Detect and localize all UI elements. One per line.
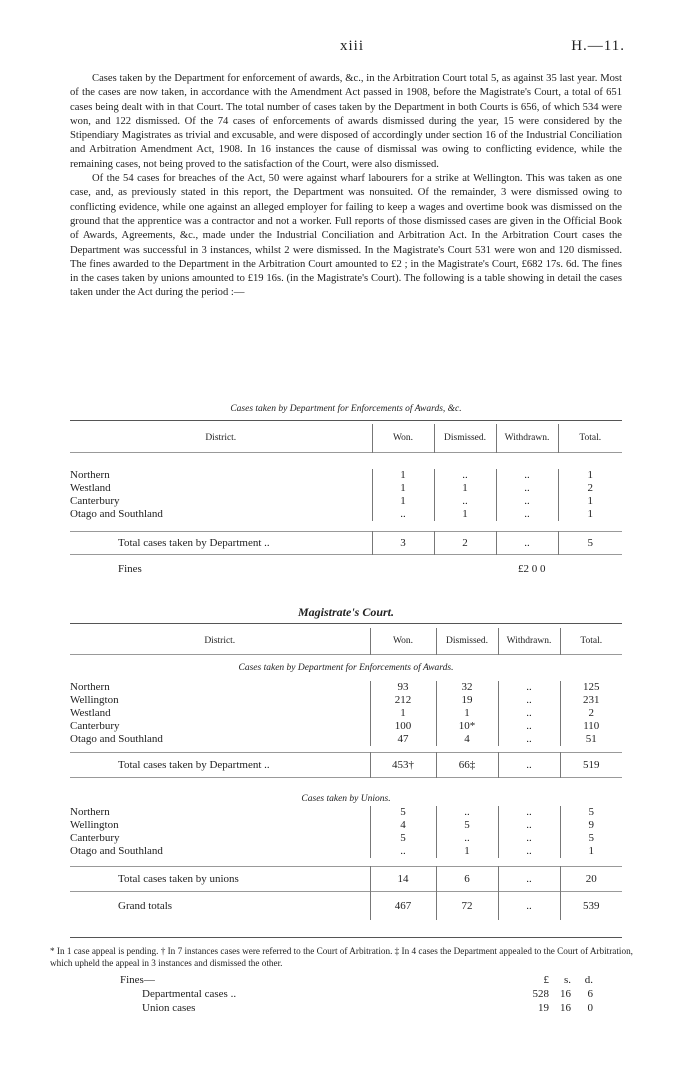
fines-label: Departmental cases ..: [142, 988, 237, 1000]
cell-won: ..: [370, 845, 436, 858]
grand-total-row: [70, 892, 622, 921]
cell-total: 5: [558, 532, 622, 555]
cell-total: 1: [558, 469, 622, 482]
total-label: Grand totals: [118, 899, 173, 912]
cell-withdrawn: ..: [496, 508, 558, 521]
cell-total: 1: [558, 495, 622, 508]
cell-dismissed: 1: [436, 845, 498, 858]
fines-label: Union cases: [142, 1002, 196, 1014]
page-header: [70, 38, 625, 58]
cell-total: 125: [560, 681, 622, 694]
cell-dismissed: 1: [434, 482, 496, 495]
total-label: Total cases taken by Department ..: [118, 536, 270, 549]
cell-dismissed: ..: [436, 806, 498, 819]
pounds-header: £: [543, 974, 549, 986]
cell-withdrawn: ..: [498, 845, 560, 858]
district-name: Canterbury: [70, 495, 120, 507]
fines-row: [70, 1001, 594, 1015]
paragraph: Cases taken by the Department for enforcement of awards, &c., in the Arbitration Court total 5, as against 35 last year. Most of the cases are now taken, in accordance with the Amendment Act passed in 1908, before the Magistrate's Court, a total of 651 cases being dealt with in that Court. The total number of cases taken by the Department in both Courts is 656, of which 534 were won, and 122 dismissed. Of the 74 cases of enforcements of awards dismissed during the year, 15 were considered by the Stipendiary Magistrates as trivial and excusable, and were disposed of accordingly under section 16 of the Industrial Conciliation and Arbitration Amendment Act, 1908. In 16 instances the cause of dismissal was owing to conflicting evidence, while the remaining cases, not being proved to the satisfaction of the Court, were also dismissed.: [70, 73, 622, 170]
pounds-value: 528: [532, 988, 549, 1000]
cell-total: 539: [560, 892, 622, 921]
table-row: [70, 819, 622, 832]
fines-row: [70, 987, 594, 1001]
cell-dismissed: 32: [436, 681, 498, 694]
col-header: District.: [205, 432, 237, 443]
cell-won: 5: [370, 806, 436, 819]
cell-dismissed: 5: [436, 819, 498, 832]
cell-won: 1: [370, 707, 436, 720]
district-name: Otago and Southland: [70, 733, 163, 745]
table-row: [70, 845, 622, 858]
district-name: Otago and Southland: [70, 845, 163, 857]
cell-total: 5: [560, 832, 622, 845]
col-header: Dismissed.: [434, 424, 496, 453]
cell-dismissed: 1: [434, 508, 496, 521]
cell-won: 1: [372, 469, 434, 482]
union-total-row: [70, 867, 622, 892]
table-header-row: [70, 628, 622, 655]
fines-row: [70, 563, 622, 576]
cell-withdrawn: ..: [498, 707, 560, 720]
table-row: [70, 469, 622, 482]
cell-won: 1: [372, 482, 434, 495]
district-name: Wellington: [70, 819, 119, 831]
cell-won: ..: [372, 508, 434, 521]
cell-withdrawn: ..: [496, 495, 558, 508]
cell-won: 3: [372, 532, 434, 555]
col-header: Total.: [560, 628, 622, 655]
table1-caption: Cases taken by Department for Enforcements of Awards, &c.: [230, 404, 462, 414]
fines-summary: [70, 973, 594, 1015]
cell-won: 212: [370, 694, 436, 707]
cell-total: 20: [560, 867, 622, 892]
cell-withdrawn: ..: [496, 482, 558, 495]
cell-dismissed: 1: [436, 707, 498, 720]
district-name: Northern: [70, 469, 110, 481]
pounds-value: 19: [538, 1002, 549, 1014]
col-header: Dismissed.: [436, 628, 498, 655]
cell-won: 467: [370, 892, 436, 921]
cell-withdrawn: ..: [498, 819, 560, 832]
district-name: Northern: [70, 806, 110, 818]
cell-won: 100: [370, 720, 436, 733]
dept-total-row: [70, 753, 622, 778]
cell-withdrawn: ..: [496, 532, 558, 555]
cell-total: 2: [560, 707, 622, 720]
arbitration-table: [70, 424, 622, 576]
cell-withdrawn: ..: [498, 832, 560, 845]
page-number: xiii: [340, 38, 365, 54]
table-row: [70, 694, 622, 707]
unions-caption: Cases taken by Unions.: [301, 794, 391, 804]
district-name: Wellington: [70, 694, 119, 706]
table-row: [70, 720, 622, 733]
district-name: Northern: [70, 681, 110, 693]
cell-total: 2: [558, 482, 622, 495]
district-name: Canterbury: [70, 720, 120, 732]
cell-total: 110: [560, 720, 622, 733]
cell-total: 5: [560, 806, 622, 819]
dept-caption: Cases taken by Department for Enforcements of Awards.: [238, 662, 454, 673]
cell-won: 1: [372, 495, 434, 508]
col-header: Total.: [558, 424, 622, 453]
fines-value: £2 0 0: [518, 563, 546, 575]
table-header-row: [70, 424, 622, 453]
table-row: [70, 806, 622, 819]
cell-dismissed: 2: [434, 532, 496, 555]
table-row: [70, 508, 622, 521]
col-header: District.: [204, 635, 236, 646]
district-name: Otago and Southland: [70, 508, 163, 520]
pence-header: d.: [584, 974, 593, 986]
cell-dismissed: 4: [436, 733, 498, 746]
cell-withdrawn: ..: [498, 694, 560, 707]
cell-withdrawn: ..: [498, 681, 560, 694]
table-row: [70, 681, 622, 694]
cell-withdrawn: ..: [498, 720, 560, 733]
table-row: [70, 832, 622, 845]
magistrates-court-title: Magistrate's Court.: [297, 605, 395, 619]
shillings-value: 16: [560, 1002, 571, 1014]
cell-withdrawn: ..: [498, 733, 560, 746]
cell-dismissed: 10*: [436, 720, 498, 733]
col-header: Won.: [370, 628, 436, 655]
section-code: H.—11.: [571, 38, 625, 54]
cell-withdrawn: ..: [498, 806, 560, 819]
pence-value: 0: [587, 1002, 593, 1014]
cell-total: 9: [560, 819, 622, 832]
cell-total: 519: [560, 753, 622, 778]
cell-dismissed: ..: [434, 495, 496, 508]
cell-won: 453†: [370, 753, 436, 778]
cell-dismissed: ..: [436, 832, 498, 845]
table-row: [70, 707, 622, 720]
fines-heading: Fines—: [120, 974, 155, 986]
district-name: Westland: [70, 707, 111, 719]
cell-total: 1: [558, 508, 622, 521]
total-label: Total cases taken by Department ..: [118, 758, 270, 771]
col-header: Won.: [372, 424, 434, 453]
cell-won: 47: [370, 733, 436, 746]
table-row: [70, 495, 622, 508]
table-row: [70, 482, 622, 495]
cell-won: 93: [370, 681, 436, 694]
table1-top-rule: [70, 420, 622, 421]
cell-dismissed: ..: [434, 469, 496, 482]
district-name: Westland: [70, 482, 111, 494]
cell-total: 51: [560, 733, 622, 746]
cell-withdrawn: ..: [496, 469, 558, 482]
cell-dismissed: 72: [436, 892, 498, 921]
cell-dismissed: 19: [436, 694, 498, 707]
table2-top-rule: [70, 623, 622, 624]
pence-value: 6: [587, 988, 593, 1000]
magistrates-table: [70, 628, 622, 920]
col-header: Withdrawn.: [496, 424, 558, 453]
total-label: Total cases taken by unions: [118, 872, 239, 885]
footnotes: * In 1 case appeal is pending. † In 7 instances cases were referred to the Court of Arbitration. ‡ In 4 cases the Department appealed to the Court of Arbitration, which upheld the appeal in 3 instances and dismissed the other.: [50, 946, 633, 968]
cell-total: 231: [560, 694, 622, 707]
report-text: [70, 72, 622, 301]
cell-won: 5: [370, 832, 436, 845]
shillings-header: s.: [563, 974, 571, 986]
col-header: Withdrawn.: [498, 628, 560, 655]
cell-won: 14: [370, 867, 436, 892]
cell-withdrawn: ..: [498, 867, 560, 892]
table-row: [70, 733, 622, 746]
total-row: [70, 532, 622, 555]
cell-dismissed: 66‡: [436, 753, 498, 778]
paragraph: Of the 54 cases for breaches of the Act, 50 were against wharf labourers for a strike at Wellington. This was taken as one case, and, as previously stated in this report, the Department was nonsuited. Of the remainder, 3 were dismissed owing to conflicting evidence, while one against an alleged employer for failing to keep a wages and overtime book was dismissed on the ground that the apprentice was a contractor and not a worker. Full reports of those dismissed cases are given in the Official Book of Awards, Agreements, &c., made under the Industrial Conciliation and Arbitration Act. In the Arbitration Court cases the Department was successful in 3 instances, whilst 2 were dismissed. In the Magistrate's Court 531 were won and 120 dismissed. The fines awarded to the Department in the Arbitration Court amounted to £2 ; in the Magistrate's Court, £682 17s. 6d. The fines in the cases taken by unions amounted to £19 16s. (in the Magistrate's Court). The following is a table showing in detail the cases taken under the Act during the period :—: [70, 173, 622, 299]
table2-bottom-rule: [70, 937, 622, 938]
cell-withdrawn: ..: [498, 892, 560, 921]
district-name: Canterbury: [70, 832, 120, 844]
shillings-value: 16: [560, 988, 571, 1000]
cell-total: 1: [560, 845, 622, 858]
cell-withdrawn: ..: [498, 753, 560, 778]
fines-label: Fines: [118, 563, 142, 575]
cell-won: 4: [370, 819, 436, 832]
cell-dismissed: 6: [436, 867, 498, 892]
